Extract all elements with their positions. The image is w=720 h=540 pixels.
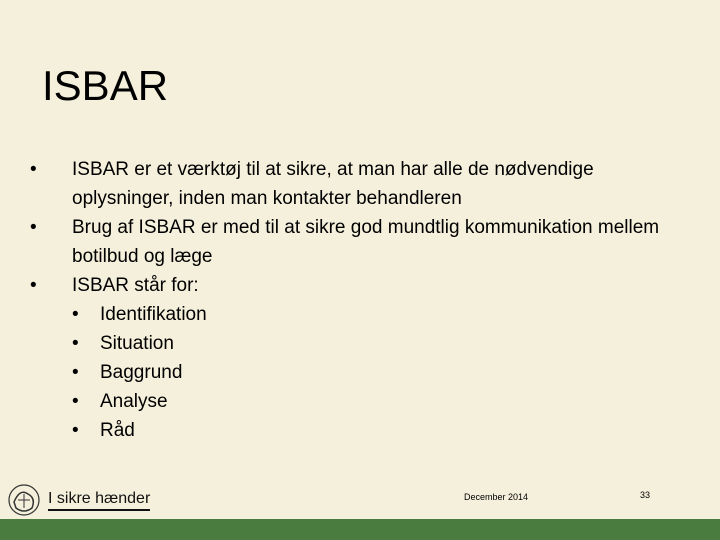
sub-bullet-item: • Analyse <box>30 387 670 416</box>
bullet-item: • ISBAR er et værktøj til at sikre, at man har alle de nødvendige oplysninger, inden man kontakter behandleren <box>30 155 670 213</box>
sub-bullet-item: • Identifikation <box>30 300 670 329</box>
logo-text: I sikre hænder <box>48 490 150 511</box>
bullet-list <box>30 155 670 445</box>
sub-bullet-item: • Råd <box>30 416 670 445</box>
sub-bullet-item: • Baggrund <box>30 358 670 387</box>
bullet-item: • Brug af ISBAR er med til at sikre god mundtlig kommunikation mellem botilbud og læge <box>30 213 670 271</box>
page-number: 33 <box>640 490 651 500</box>
bullet-item: • ISBAR står for: <box>30 271 670 300</box>
logo-emblem-icon <box>6 482 42 518</box>
footer-date: December 2014 <box>464 492 529 502</box>
footer-bar <box>0 519 720 540</box>
slide-title: ISBAR <box>42 62 169 109</box>
sub-bullet-item: • Situation <box>30 329 670 358</box>
footer-logo <box>6 480 150 520</box>
